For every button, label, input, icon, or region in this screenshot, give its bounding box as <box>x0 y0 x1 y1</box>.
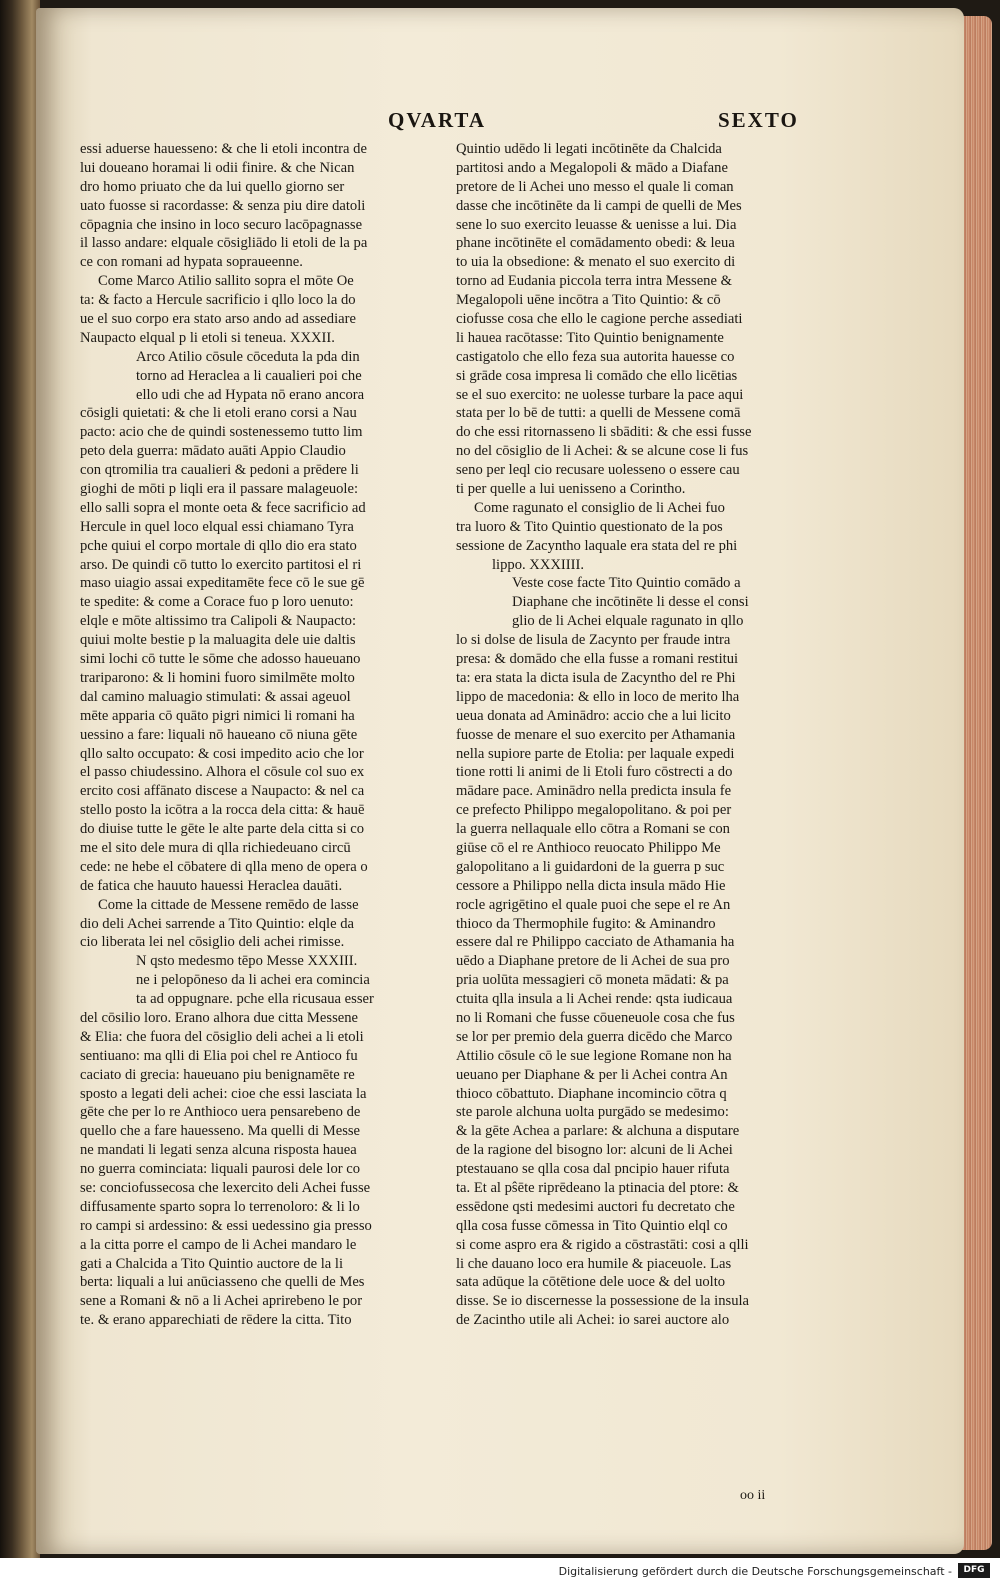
text-line: ce con romani ad hypata sopraueenne. <box>80 254 303 271</box>
text-line: peto dela guerra: mādato auāti Appio Claudio <box>80 443 346 460</box>
text-line: li hauea racōtasse: Tito Quintio benignamente <box>456 329 724 346</box>
text-line: pche quiui el corpo mortale di qllo dio era stato <box>80 537 357 554</box>
text-line: cōpagnia che insino in loco securo lacōpagnasse <box>80 216 363 233</box>
left-text-column <box>80 140 424 1330</box>
text-line: Attilio cōsule cō le sue legione Romane non ha <box>456 1047 732 1064</box>
text-line: simi lochi cō tutte le sōme che adosso haueuano <box>80 651 361 668</box>
text-line: stello posto la icōtra a la rocca dela citta: & hauē <box>80 802 365 819</box>
text-line: pretore de li Achei uno messo el quale li coman <box>456 178 734 195</box>
text-line: quello che a fare hauesseno. Ma quelli di Messe <box>80 1123 361 1140</box>
text-line: nella supiore parte de Etolia: per laquale expedi <box>456 745 735 762</box>
text-line: qllo salto occupato: & cosi impedito acio che lor <box>80 745 364 762</box>
text-line: te spedite: & come a Corace fuo p loro uenuto: <box>80 594 354 611</box>
text-line: pacto: acio che de quindi sostenessemo tutto lim <box>80 424 363 441</box>
text-line: ta ad oppugnare. pche ella ricusaua esser <box>136 991 374 1008</box>
text-line: gioghi de mōti p liqli era il passare malageuole: <box>80 481 359 498</box>
text-line: sata adūque la cōtētione dele uoce & del uolto <box>456 1274 726 1291</box>
text-line: uato fuosse si racordasse: & senza piu dire datoli <box>80 197 366 214</box>
text-line: si come aspro era & rigido a cōstrastāti: cosi a qlli <box>456 1236 749 1253</box>
text-line: dro homo priuato che da lui quello giorno ser <box>80 178 345 195</box>
text-line: cio liberata lei nel cōsiglio deli achei rimisse. <box>80 934 345 951</box>
text-line: ueua donata ad Aminādro: accio che a lui licito <box>456 707 731 724</box>
text-line: seno per leql cio recusare uolesseno o essere cau <box>456 462 740 479</box>
text-line: fuosse de menare el suo exercito per Athamania <box>456 726 736 743</box>
text-line: arso. De quindi cō tutto lo exercito partitosi el ri <box>80 556 362 573</box>
text-line: il lasso andare: elquale cōsigliādo li etoli de la pa <box>80 235 368 252</box>
text-line: ro campi si ardessino: & essi uedessino gia presso <box>80 1217 372 1234</box>
text-line: de Zacintho utile ali Achei: io sarei auctore alo <box>456 1312 730 1329</box>
text-line: ercito cosi affānato discese a Naupacto: & nel ca <box>80 783 365 800</box>
text-line: gati a Chalcida a Tito Quintio auctore de la li <box>80 1255 344 1272</box>
text-line: ne i pelopōneso da li achei era comincia <box>136 972 370 989</box>
text-line: Quintio udēdo li legati incōtinēte da Chalcida <box>456 141 722 157</box>
text-line: qlla cosa fusse cōmessa in Tito Quintio elql co <box>456 1217 728 1234</box>
footer-credit: Digitalisierung gefördert durch die Deutsche Forschungsgemeinschaft - <box>558 1565 952 1578</box>
text-line: ta. Et al pŝēte riprēdeano la ptinacia del ptore: & <box>456 1179 739 1196</box>
text-line: presa: & domādo che ella fusse a romani restitui <box>456 651 739 668</box>
text-line: uessino a fare: liquali nō haueano cō niuna gēte <box>80 726 358 743</box>
text-line: ce prefecto Philippo megalopolitano. & poi per <box>456 802 732 819</box>
text-line: no li Romani che fusse cōueneuole cosa che fus <box>456 1009 735 1026</box>
text-line: cessore a Philippo nella dicta insula mādo Hie <box>456 877 726 894</box>
text-line: ue el suo corpo era stato arso ando ad assediare <box>80 311 356 328</box>
text-line: se el suo exercito: ne uolesse turbare la pace aqui <box>456 386 744 403</box>
text-line: si grāde cosa impresa li comādo che ello licētias <box>456 367 738 384</box>
text-line: uēdo a Diaphane pretore de li Achei de sua pro <box>456 953 730 970</box>
text-line: ste parole alchuna uolta purgādo se medesimo: <box>456 1104 729 1121</box>
text-line: dio deli Achei sarrende a Tito Quintio: elqle da <box>80 915 354 932</box>
text-line: mādare pace. Aminādro nella predicta insula fe <box>456 783 732 800</box>
text-line: giūse cō el re Anthioco reuocato Philippo Me <box>456 839 721 856</box>
text-line: torno ad Eudania piccola terra intra Messene & <box>456 273 732 290</box>
text-line: berta: liquali a lui anūciasseno che quelli de Mes <box>80 1274 365 1291</box>
text-line: rocle agrigētino el quale puoi che sepe el re An <box>456 896 731 913</box>
text-line: trariparono: & li homini fuoro similmēte molto <box>80 669 355 686</box>
text-line: lippo de macedonia: & ello in loco de merito lha <box>456 688 740 705</box>
text-line: sentiuano: ma qlli di Elia poi chel re Antioco fu <box>80 1047 358 1064</box>
text-line: quiui molte bestie p la maluagita dele uie daltis <box>80 632 356 649</box>
text-line: Arco Atilio cōsule cōceduta la pda din <box>136 348 360 365</box>
text-line: Come la cittade de Messene remēdo de lasse <box>98 896 359 913</box>
text-line: N qsto medesmo tēpo Messe XXXIII. <box>136 953 358 970</box>
text-line: castigatolo che ello feza sua autorita hauesse co <box>456 348 735 365</box>
text-line: tione rotti li animi de li Etoli furo cōstrecti a do <box>456 764 733 781</box>
text-line: gēte che per lo re Anthioco uera pensarebeno de <box>80 1104 361 1121</box>
text-line: to uia la obsedione: & menato el suo exercito di <box>456 254 736 271</box>
text-line: ta: era stata la dicta isula de Zacyntho del re Phi <box>456 669 736 686</box>
text-line: dal camino maluagio stimulati: & assai ageuol <box>80 688 351 705</box>
text-line: diffusamente sparto sopra lo terrenoloro: & li lo <box>80 1198 360 1215</box>
text-line: Veste cose facte Tito Quintio comādo a <box>512 575 741 592</box>
text-line: sene lo suo exercito leuasse & uenisse a lui. Dia <box>456 216 737 233</box>
text-line: cede: ne hebe el cōbatere di qlla meno de opera o <box>80 858 368 875</box>
text-line: Come Marco Atilio sallito sopra el mōte Oe <box>98 273 354 290</box>
text-line: no del cōsiglio de li Achei: & se alcune cose li fus <box>456 443 749 460</box>
running-head-left: QVARTA <box>388 108 486 132</box>
text-line: ne mandati li legati senza alcuna risposta hauea <box>80 1142 357 1159</box>
text-line: ta: & facto a Hercule sacrificio i qllo loco la do <box>80 292 356 309</box>
text-line: ueuano per Diaphane & per li Achei contra An <box>456 1066 728 1083</box>
left-page-edge <box>0 0 40 1558</box>
text-line: te. & erano apparechiati de rēdere la citta. Tito <box>80 1312 352 1329</box>
text-line: lui doueano horamai li odii finire. & che Nican <box>80 159 355 176</box>
text-line: Diaphane che incōtinēte li desse el consi <box>512 594 749 611</box>
text-line: ello udi che ad Hypata nō erano ancora <box>136 386 365 403</box>
digitization-footer <box>0 1558 1000 1584</box>
text-line: stata per lo bē de tutti: a quelli de Messene comā <box>456 405 741 422</box>
text-line: con qtromilia tra caualieri & pedoni a prēdere li <box>80 462 359 479</box>
text-line: dasse che incōtinēte da li campi de quelli de Mes <box>456 197 742 214</box>
right-text-column <box>456 140 788 1330</box>
page-fore-edge <box>962 16 992 1550</box>
text-line: galopolitano a li guidardoni de la guerra p suc <box>456 858 725 875</box>
text-line: del cōsilio loro. Erano alhora due citta Messene <box>80 1009 359 1026</box>
text-line: essēdone qsti medesimi auctori fu decretato che <box>456 1198 735 1215</box>
text-line: caciato di grecia: haueuano piu benignamēte re <box>80 1066 355 1083</box>
text-line: thioco da Thermophile fugito: & Aminandro <box>456 915 716 932</box>
text-line: pria uolūta messagieri cō moneta mādati: & pa <box>456 972 729 989</box>
text-line: de fatica che hauuto hauessi Heraclea dauāti. <box>80 877 343 894</box>
text-line: essere dal re Philippo cacciato de Athamania ha <box>456 934 735 951</box>
text-line: Hercule in quel loco elqual essi chiamano Tyra <box>80 518 354 535</box>
text-line: me el sito dele mura di qlla richiedeuano circū <box>80 839 351 856</box>
text-line: lo si dolse de lisula de Zacynto per fraude intra <box>456 632 731 649</box>
text-line: Megalopoli uēne incōtra a Tito Quintio: & cō <box>456 292 721 309</box>
text-line: elqle e mōte altissimo tra Calipoli & Naupacto: <box>80 613 356 630</box>
text-line: ptestauano se qlla cosa dal pncipio hauer rifuta <box>456 1161 730 1178</box>
text-line: phane incōtinēte el comādamento obedi: & leua <box>456 235 735 252</box>
text-line: & la gēte Achea a parlare: & alchuna a disputare <box>456 1123 740 1140</box>
text-line: cōsigli quietati: & che li etoli erano corsi a Nau <box>80 405 357 422</box>
text-line: no guerra cominciata: liquali paurosi dele lor co <box>80 1161 361 1178</box>
text-line: Naupacto elqual p li etoli si teneua. XXXII. <box>80 329 335 346</box>
text-line: tra luoro & Tito Quintio questionato de la pos <box>456 518 723 535</box>
text-line: ciofusse cosa che ello le cagione perche assediati <box>456 311 743 328</box>
text-line: essi aduerse hauesseno: & che li etoli incontra de <box>80 141 367 157</box>
text-line: Come ragunato el consiglio de li Achei fuo <box>474 499 725 516</box>
text-line: do diuise tutte le gēte le alte parte dela citta si co <box>80 821 365 838</box>
text-line: maso uiagio assai expeditamēte fece cō le sue gē <box>80 575 365 592</box>
text-line: li che dauano loco era humile & piaceuole. Las <box>456 1255 732 1272</box>
text-line: sene a Romani & nō a li Achei aprirebeno le por <box>80 1293 363 1310</box>
text-line: & Elia: che fuora del cōsiglio deli achei a li etoli <box>80 1028 364 1045</box>
text-line: ti per quelle a lui uenisseno a Corintho. <box>456 481 686 498</box>
running-head-right: SEXTO <box>718 108 799 132</box>
text-line: la guerra nellaquale ello cōtra a Romani se con <box>456 821 730 838</box>
text-line: torno ad Heraclea a li caualieri poi che <box>136 367 362 384</box>
text-line: thioco cōbattuto. Diaphane incomincio cōtra q <box>456 1085 727 1102</box>
text-line: ello salli sopra el monte oeta & fece sacrificio ad <box>80 499 366 516</box>
text-line: a la citta porre el campo de li Achei mandaro le <box>80 1236 357 1253</box>
text-line: sposto a legati deli achei: cioe che essi lasciata la <box>80 1085 367 1102</box>
text-line: se: conciofussecosa che lexercito deli Achei fusse <box>80 1179 371 1196</box>
text-line: disse. Se io discernesse la possessione de la insula <box>456 1293 750 1310</box>
text-line: do che essi ritornasseno li sbāditi: & che essi fusse <box>456 424 752 441</box>
text-line: ctuita qlla insula a li Achei rende: qsta iudicaua <box>456 991 733 1008</box>
text-line: sessione de Zacyntho laquale era stata del re phi <box>456 537 738 554</box>
dfg-logo-icon: DFG <box>958 1563 990 1578</box>
text-line: partitosi ando a Megalopoli & mādo a Diafane <box>456 159 728 176</box>
text-line: lippo. XXXIIII. <box>492 556 585 573</box>
text-line: el passo chiudessino. Alhora el cōsule col suo ex <box>80 764 365 781</box>
signature-mark: oo ii <box>740 1488 766 1503</box>
text-line: mēte apparia cō quāto pigri nimici li romani ha <box>80 707 355 724</box>
text-line: se lor per premio dela guerra dicēdo che Marco <box>456 1028 733 1045</box>
text-line: de la ragione del bisogno lor: alcuni de li Achei <box>456 1142 733 1159</box>
text-line: glio de li Achei elquale ragunato in qllo <box>512 613 744 630</box>
